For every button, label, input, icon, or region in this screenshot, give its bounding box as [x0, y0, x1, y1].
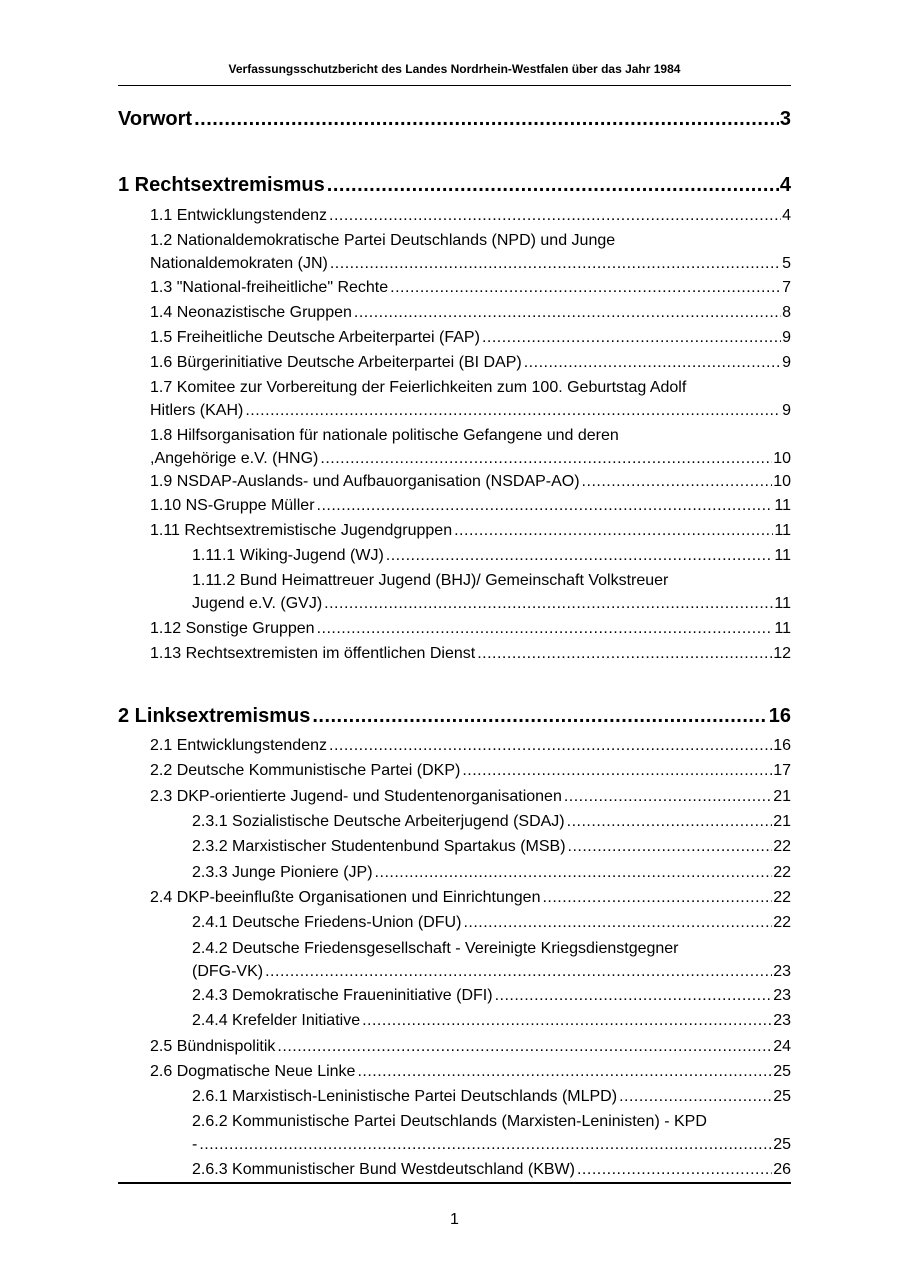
toc-page-number: 22: [773, 864, 791, 881]
toc-page-number: 9: [782, 329, 791, 346]
toc-page-number: 24: [773, 1038, 791, 1055]
toc-page-number: 21: [773, 788, 791, 805]
toc-entry-title: -: [192, 1136, 198, 1153]
toc-entry-title: Vorwort: [118, 108, 193, 130]
toc-page-number: 11: [774, 595, 791, 612]
toc-entry-title: 1 Rechtsextremismus: [118, 174, 325, 196]
toc-leader-dots: [462, 762, 772, 780]
toc-entry-title: 1.2 Nationaldemokratische Partei Deutschlands (NPD) und Junge: [150, 232, 616, 249]
toc-page-number: 23: [773, 963, 791, 980]
toc-page-number: 23: [773, 987, 791, 1004]
toc-entry-title: 1.11 Rechtsextremistische Jugendgruppen: [150, 522, 453, 539]
toc-page-number: 11: [774, 522, 791, 539]
toc-entry-title: Hitlers (KAH): [150, 402, 244, 419]
toc-leader-dots: [265, 963, 772, 981]
toc-page-number: 9: [782, 402, 791, 419]
toc-leader-dots: [524, 354, 781, 372]
toc-leader-dots: [330, 255, 781, 273]
toc-leader-dots: [194, 108, 779, 131]
toc-leader-dots: [199, 1136, 772, 1154]
toc-page-number: 22: [773, 889, 791, 906]
toc-entry-title: 2.3.3 Junge Pioniere (JP): [192, 864, 373, 881]
toc-entry-title: 2.3 DKP-orientierte Jugend- und Studentenorganisationen: [150, 788, 562, 805]
toc-entry-title: 2.4.3 Demokratische Fraueninitiative (DFI): [192, 987, 493, 1004]
toc-leader-dots: [568, 838, 773, 856]
toc-page-number: 4: [779, 174, 791, 196]
toc-entry-title: 2.3.1 Sozialistische Deutsche Arbeiterjugend (SDAJ): [192, 813, 565, 830]
toc-page-number: 11: [774, 547, 791, 564]
toc-leader-dots: [619, 1088, 772, 1106]
toc-page-number: 25: [773, 1136, 791, 1153]
toc-entry-title: 2.4.1 Deutsche Friedens-Union (DFU): [192, 914, 462, 931]
toc-entry-title: 2.6.2 Kommunistische Partei Deutschlands (Marxisten-Leninisten) - KPD: [192, 1113, 707, 1130]
header-rule: [118, 85, 791, 86]
toc-leader-dots: [477, 645, 772, 663]
toc-page-number: 16: [773, 737, 791, 754]
toc-leader-dots: [495, 987, 773, 1005]
toc-leader-dots: [317, 620, 774, 638]
toc-leader-dots: [329, 207, 781, 225]
toc-leader-dots: [463, 914, 772, 932]
page-number: 1: [450, 1211, 459, 1228]
toc-leader-dots: [329, 737, 772, 755]
footer-rule: [118, 1182, 791, 1184]
toc-entry-title: 1.5 Freiheitliche Deutsche Arbeiterpartei (FAP): [150, 329, 480, 346]
toc-leader-dots: [582, 473, 773, 491]
toc-page-number: 9: [782, 354, 791, 371]
toc-page-number: 11: [774, 497, 791, 514]
toc-leader-dots: [245, 402, 781, 420]
toc-page-number: 26: [773, 1161, 791, 1178]
toc-leader-dots: [327, 174, 779, 197]
toc-entry-title: (DFG-VK): [192, 963, 264, 980]
toc-page-number: 11: [774, 620, 791, 637]
toc-leader-dots: [362, 1012, 772, 1030]
toc-entry-title: ,Angehörige e.V. (HNG): [150, 450, 319, 467]
toc-page-number: 8: [782, 304, 791, 321]
toc-entry-title: 2.2 Deutsche Kommunistische Partei (DKP): [150, 762, 461, 779]
page-header: Verfassungsschutzbericht des Landes Nordrhein-Westfalen über das Jahr 1984: [228, 62, 681, 76]
toc-page-number: 22: [773, 914, 791, 931]
toc-leader-dots: [354, 304, 781, 322]
toc-entry-title: Nationaldemokraten (JN): [150, 255, 328, 272]
toc-entry-title: 2.6.1 Marxistisch-Leninistische Partei Deutschlands (MLPD): [192, 1088, 618, 1105]
toc-entry-title: 2.4.4 Krefelder Initiative: [192, 1012, 361, 1029]
toc-entry-title: 1.6 Bürgerinitiative Deutsche Arbeiterpartei (BI DAP): [150, 354, 522, 371]
toc-entry-title: 2.6.3 Kommunistischer Bund Westdeutschland (KBW): [192, 1161, 575, 1178]
toc-entry-title: 1.7 Komitee zur Vorbereitung der Feierlichkeiten zum 100. Geburtstag Adolf: [150, 379, 687, 396]
toc-entry-title: Jugend e.V. (GVJ): [192, 595, 323, 612]
toc-leader-dots: [375, 864, 773, 882]
toc-leader-dots: [454, 522, 773, 540]
toc-leader-dots: [542, 889, 772, 907]
toc-page-number: 23: [773, 1012, 791, 1029]
toc-entry-title: 1.11.1 Wiking-Jugend (WJ): [192, 547, 384, 564]
toc-page-number: 12: [773, 645, 791, 662]
toc-entry-title: 2.6 Dogmatische Neue Linke: [150, 1063, 356, 1080]
toc-entry-title: 1.1 Entwicklungstendenz: [150, 207, 327, 224]
toc-leader-dots: [564, 788, 772, 806]
toc-entry-title: 2.3.2 Marxistischer Studentenbund Spartakus (MSB): [192, 838, 566, 855]
toc-page-number: 4: [782, 207, 791, 224]
toc-entry-title: 2 Linksextremismus: [118, 705, 311, 727]
toc-leader-dots: [312, 705, 767, 728]
toc-leader-dots: [567, 813, 773, 831]
toc-entry-title: 1.4 Neonazistische Gruppen: [150, 304, 352, 321]
toc-page-number: 16: [768, 705, 791, 727]
toc-entry-title: 1.8 Hilfsorganisation für nationale politische Gefangene und deren: [150, 427, 619, 444]
toc-page-number: 22: [773, 838, 791, 855]
toc-page-number: 5: [782, 255, 791, 272]
toc-entry-title: 2.1 Entwicklungstendenz: [150, 737, 327, 754]
toc-page-number: 7: [782, 279, 791, 296]
toc-entry-title: 2.4.2 Deutsche Friedensgesellschaft - Vereinigte Kriegsdienstgegner: [192, 940, 679, 957]
toc-leader-dots: [277, 1038, 772, 1056]
toc-entry-title: 2.4 DKP-beeinflußte Organisationen und Einrichtungen: [150, 889, 541, 906]
toc-entry-title: 1.11.2 Bund Heimattreuer Jugend (BHJ)/ Gemeinschaft Volkstreuer: [192, 572, 669, 589]
toc-leader-dots: [390, 279, 781, 297]
toc-entry-title: 1.10 NS-Gruppe Müller: [150, 497, 315, 514]
toc-leader-dots: [386, 547, 774, 565]
toc-page-number: 25: [773, 1063, 791, 1080]
toc-page-number: 10: [773, 450, 791, 467]
toc-leader-dots: [317, 497, 774, 515]
toc-leader-dots: [357, 1063, 772, 1081]
toc-page-number: 25: [773, 1088, 791, 1105]
toc-leader-dots: [320, 450, 772, 468]
toc-entry-title: 1.3 "National-freiheitliche" Rechte: [150, 279, 389, 296]
toc-leader-dots: [577, 1161, 772, 1179]
toc-entry-title: 2.5 Bündnispolitik: [150, 1038, 276, 1055]
toc-entry-title: 1.12 Sonstige Gruppen: [150, 620, 315, 637]
toc-entry-title: 1.13 Rechtsextremisten im öffentlichen Dienst: [150, 645, 476, 662]
toc-leader-dots: [482, 329, 781, 347]
toc-entry-title: 1.9 NSDAP-Auslands- und Aufbauorganisation (NSDAP-AO): [150, 473, 580, 490]
toc-page-number: 21: [773, 813, 791, 830]
toc-page-number: 10: [773, 473, 791, 490]
toc-page-number: 3: [779, 108, 791, 130]
toc-leader-dots: [324, 595, 773, 613]
toc-page-number: 17: [773, 762, 791, 779]
